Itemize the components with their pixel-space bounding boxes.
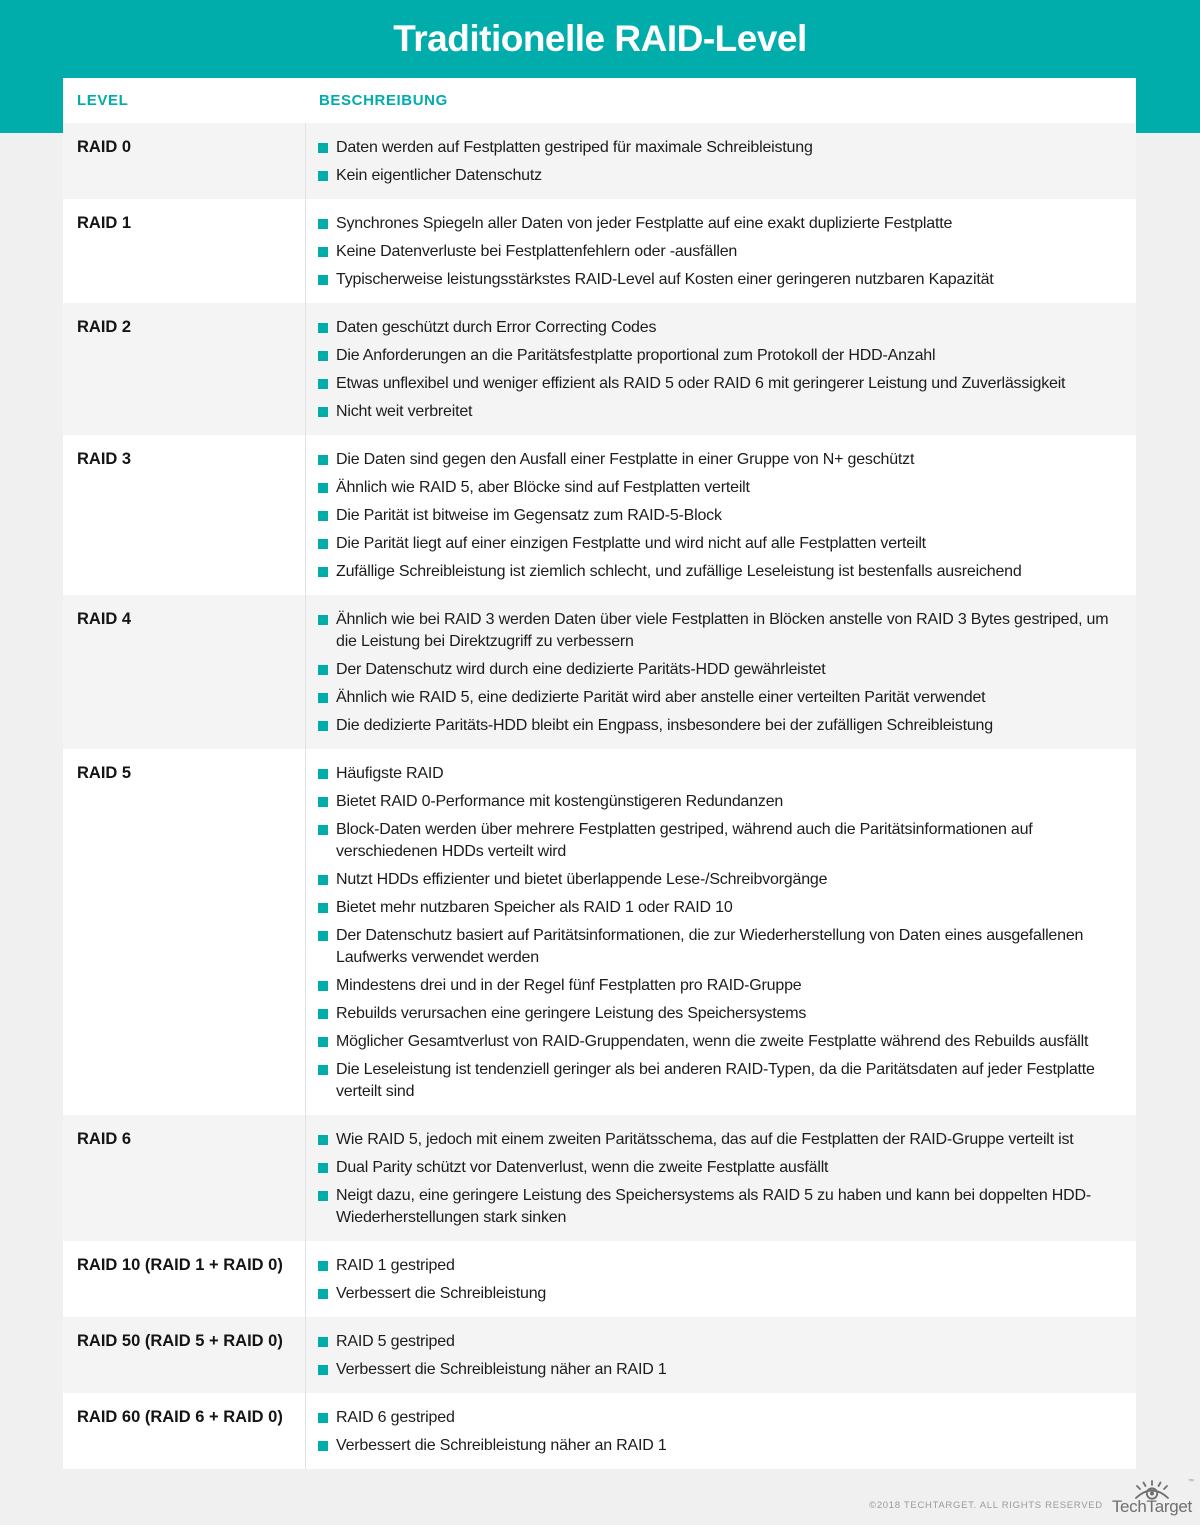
level-cell — [63, 1241, 306, 1317]
bullet-text: Die Parität liegt auf einer einzigen Festplatte und wird nicht auf alle Festplatten verteilt — [336, 535, 926, 552]
techtarget-logo-text: TechTarget — [1111, 1497, 1192, 1516]
bullet-item — [318, 1059, 1122, 1103]
bullet-list — [318, 763, 1122, 1103]
bullet-square-icon — [318, 567, 328, 577]
description-cell — [306, 749, 1136, 1115]
bullet-text: Verbessert die Schreibleistung — [336, 1285, 547, 1302]
raid-table — [63, 78, 1136, 1469]
bullet-square-icon — [318, 511, 328, 521]
level-cell-label: RAID 2 — [77, 318, 132, 336]
page-title: Traditionelle RAID-Level — [393, 18, 807, 59]
bullet-text: Die Daten sind gegen den Ausfall einer Festplatte in einer Gruppe von N+ geschützt — [336, 451, 915, 468]
table-row — [63, 1115, 1136, 1241]
bullet-square-icon — [318, 1413, 328, 1423]
bullet-item — [318, 791, 1122, 813]
table-row — [63, 435, 1136, 595]
bullet-text: Wie RAID 5, jedoch mit einem zweiten Paritätsschema, das auf die Festplatten der RAID-Gruppe verteilt ist — [336, 1131, 1074, 1148]
bullet-item — [318, 1331, 1122, 1353]
bullet-item — [318, 1407, 1122, 1429]
bullet-item — [318, 715, 1122, 737]
bullet-text: RAID 6 gestriped — [336, 1409, 455, 1426]
page-footer — [869, 1479, 1192, 1517]
bullet-list — [318, 609, 1122, 737]
bullet-item — [318, 533, 1122, 555]
bullet-item — [318, 869, 1122, 891]
bullet-list — [318, 1331, 1122, 1381]
table-row — [63, 749, 1136, 1115]
description-cell — [306, 303, 1136, 435]
bullet-item — [318, 373, 1122, 395]
bullet-text: Ähnlich wie RAID 5, eine dedizierte Parität wird aber anstelle einer verteilten Parität verwendet — [336, 689, 986, 706]
bullet-square-icon — [318, 721, 328, 731]
level-cell-label: RAID 50 (RAID 5 + RAID 0) — [77, 1332, 283, 1350]
bullet-item — [318, 609, 1122, 653]
bullet-square-icon — [318, 1191, 328, 1201]
techtarget-logo — [1112, 1479, 1192, 1517]
level-cell — [63, 199, 306, 303]
bullet-text: Die Parität ist bitweise im Gegensatz zum RAID-5-Block — [336, 507, 722, 524]
bullet-text: Ähnlich wie RAID 5, aber Blöcke sind auf Festplatten verteilt — [336, 479, 750, 496]
bullet-item — [318, 1283, 1122, 1305]
bullet-square-icon — [318, 171, 328, 181]
table-body — [63, 123, 1136, 1469]
bullet-square-icon — [318, 1441, 328, 1451]
description-cell — [306, 435, 1136, 595]
bullet-text: Möglicher Gesamtverlust von RAID-Gruppendaten, wenn die zweite Festplatte während des Rebuilds ausfällt — [336, 1033, 1089, 1050]
bullet-text: Mindestens drei und in der Regel fünf Festplatten pro RAID-Gruppe — [336, 977, 802, 994]
bullet-text: Nutzt HDDs effizienter und bietet überlappende Lese-/Schreibvorgänge — [336, 871, 828, 888]
bullet-square-icon — [318, 1163, 328, 1173]
bullet-square-icon — [318, 981, 328, 991]
bullet-square-icon — [318, 1009, 328, 1019]
bullet-text: RAID 5 gestriped — [336, 1333, 455, 1350]
level-cell — [63, 1317, 306, 1393]
bullet-item — [318, 897, 1122, 919]
table-row — [63, 1241, 1136, 1317]
bullet-item — [318, 925, 1122, 969]
bullet-item — [318, 819, 1122, 863]
bullet-square-icon — [318, 323, 328, 333]
bullet-item — [318, 449, 1122, 471]
bullet-square-icon — [318, 769, 328, 779]
bullet-square-icon — [318, 903, 328, 913]
bullet-square-icon — [318, 875, 328, 885]
bullet-square-icon — [318, 1037, 328, 1047]
trademark-mark: ™ — [1188, 1479, 1194, 1485]
description-cell — [306, 1393, 1136, 1469]
level-cell — [63, 595, 306, 749]
bullet-text: Der Datenschutz basiert auf Paritätsinformationen, die zur Wiederherstellung von Daten eines ausgefallenen Laufwerks verwendet werden — [336, 927, 1084, 966]
level-cell-label: RAID 10 (RAID 1 + RAID 0) — [77, 1256, 283, 1274]
bullet-item — [318, 137, 1122, 159]
bullet-item — [318, 165, 1122, 187]
level-cell-label: RAID 0 — [77, 138, 132, 156]
description-cell — [306, 1115, 1136, 1241]
bullet-text: Kein eigentlicher Datenschutz — [336, 167, 542, 184]
bullet-item — [318, 763, 1122, 785]
description-cell — [306, 123, 1136, 199]
bullet-text: Bietet RAID 0-Performance mit kostengünstigeren Redundanzen — [336, 793, 784, 810]
bullet-list — [318, 317, 1122, 423]
bullet-text: Daten werden auf Festplatten gestriped für maximale Schreibleistung — [336, 139, 813, 156]
bullet-item — [318, 213, 1122, 235]
bullet-square-icon — [318, 247, 328, 257]
bullet-text: Verbessert die Schreibleistung näher an RAID 1 — [336, 1361, 667, 1378]
bullet-item — [318, 241, 1122, 263]
bullet-list — [318, 1129, 1122, 1229]
bullet-square-icon — [318, 407, 328, 417]
bullet-text: Block-Daten werden über mehrere Festplatten gestriped, während auch die Paritätsinformationen auf verschiedenen HDDs verteilt wird — [336, 821, 1033, 860]
level-cell-label: RAID 4 — [77, 610, 132, 628]
bullet-list — [318, 213, 1122, 291]
bullet-square-icon — [318, 1135, 328, 1145]
bullet-item — [318, 1157, 1122, 1179]
bullet-text: Die Anforderungen an die Paritätsfestplatte proportional zum Protokoll der HDD-Anzahl — [336, 347, 936, 364]
level-cell-label: RAID 5 — [77, 764, 132, 782]
level-cell — [63, 1115, 306, 1241]
bullet-item — [318, 561, 1122, 583]
bullet-text: Die Leseleistung ist tendenziell geringer als bei anderen RAID-Typen, da die Paritätsdaten auf jeder Festplatte verteilt sind — [336, 1061, 1095, 1100]
bullet-text: Etwas unflexibel und weniger effizient als RAID 5 oder RAID 6 mit geringerer Leistung und Zuverlässigkeit — [336, 375, 1066, 392]
bullet-text: Zufällige Schreibleistung ist ziemlich schlecht, und zufällige Leseleistung ist bestenfalls ausreichend — [336, 563, 1022, 580]
bullet-square-icon — [318, 275, 328, 285]
bullet-square-icon — [318, 143, 328, 153]
level-cell-label: RAID 3 — [77, 450, 132, 468]
bullet-square-icon — [318, 351, 328, 361]
bullet-item — [318, 1003, 1122, 1025]
bullet-square-icon — [318, 825, 328, 835]
table-row — [63, 1317, 1136, 1393]
bullet-square-icon — [318, 1365, 328, 1375]
level-cell — [63, 435, 306, 595]
bullet-item — [318, 269, 1122, 291]
level-cell-label: RAID 1 — [77, 214, 132, 232]
level-cell — [63, 303, 306, 435]
level-cell — [63, 1393, 306, 1469]
description-cell — [306, 1241, 1136, 1317]
bullet-text: Synchrones Spiegeln aller Daten von jeder Festplatte auf eine exakt duplizierte Festplatte — [336, 215, 953, 232]
bullet-text: Häufigste RAID — [336, 765, 444, 782]
bullet-square-icon — [318, 483, 328, 493]
bullet-item — [318, 687, 1122, 709]
bullet-text: Der Datenschutz wird durch eine dedizierte Paritäts-HDD gewährleistet — [336, 661, 826, 678]
bullet-item — [318, 345, 1122, 367]
column-header-level-label: LEVEL — [77, 91, 129, 109]
bullet-item — [318, 1129, 1122, 1151]
description-cell — [306, 199, 1136, 303]
bullet-text: Rebuilds verursachen eine geringere Leistung des Speichersystems — [336, 1005, 807, 1022]
bullet-text: Verbessert die Schreibleistung näher an RAID 1 — [336, 1437, 667, 1454]
bullet-item — [318, 505, 1122, 527]
bullet-text: Keine Datenverluste bei Festplattenfehlern oder -ausfällen — [336, 243, 738, 260]
bullet-square-icon — [318, 455, 328, 465]
bullet-square-icon — [318, 931, 328, 941]
table-row — [63, 1393, 1136, 1469]
bullet-item — [318, 1435, 1122, 1457]
bullet-square-icon — [318, 615, 328, 625]
bullet-list — [318, 137, 1122, 187]
level-cell — [63, 749, 306, 1115]
bullet-square-icon — [318, 379, 328, 389]
bullet-list — [318, 449, 1122, 583]
bullet-square-icon — [318, 1337, 328, 1347]
column-header-level — [63, 92, 306, 110]
level-cell-label: RAID 60 (RAID 6 + RAID 0) — [77, 1408, 283, 1426]
table-header-row — [63, 78, 1136, 123]
bullet-square-icon — [318, 693, 328, 703]
bullet-item — [318, 1255, 1122, 1277]
bullet-item — [318, 1185, 1122, 1229]
bullet-item — [318, 477, 1122, 499]
table-row — [63, 303, 1136, 435]
bullet-text: Dual Parity schützt vor Datenverlust, wenn die zweite Festplatte ausfällt — [336, 1159, 829, 1176]
bullet-square-icon — [318, 1289, 328, 1299]
bullet-square-icon — [318, 219, 328, 229]
table-row — [63, 595, 1136, 749]
bullet-item — [318, 975, 1122, 997]
level-cell-label: RAID 6 — [77, 1130, 132, 1148]
description-cell — [306, 1317, 1136, 1393]
bullet-square-icon — [318, 1261, 328, 1271]
bullet-text: RAID 1 gestriped — [336, 1257, 455, 1274]
bullet-text: Die dedizierte Paritäts-HDD bleibt ein Engpass, insbesondere bei der zufälligen Schreibleistung — [336, 717, 993, 734]
copyright-text: ©2018 TECHTARGET. ALL RIGHTS RESERVED — [869, 1500, 1103, 1511]
column-header-description — [306, 92, 448, 110]
table-row — [63, 199, 1136, 303]
bullet-text: Daten geschützt durch Error Correcting Codes — [336, 319, 657, 336]
bullet-list — [318, 1255, 1122, 1305]
bullet-item — [318, 317, 1122, 339]
bullet-square-icon — [318, 1065, 328, 1075]
bullet-text: Neigt dazu, eine geringere Leistung des Speichersystems als RAID 5 zu haben und kann bei doppelten HDD-Wiederherstellungen stark sinken — [336, 1187, 1091, 1226]
bullet-item — [318, 401, 1122, 423]
bullet-item — [318, 1031, 1122, 1053]
level-cell — [63, 123, 306, 199]
bullet-square-icon — [318, 797, 328, 807]
bullet-item — [318, 659, 1122, 681]
column-header-description-label: BESCHREIBUNG — [319, 91, 448, 109]
bullet-square-icon — [318, 665, 328, 675]
description-cell — [306, 595, 1136, 749]
bullet-text: Bietet mehr nutzbaren Speicher als RAID 1 oder RAID 10 — [336, 899, 733, 916]
bullet-text: Nicht weit verbreitet — [336, 403, 473, 420]
bullet-item — [318, 1359, 1122, 1381]
table-row — [63, 123, 1136, 199]
bullet-text: Typischerweise leistungsstärkstes RAID-Level auf Kosten einer geringeren nutzbaren Kapazität — [336, 271, 994, 288]
bullet-square-icon — [318, 539, 328, 549]
bullet-list — [318, 1407, 1122, 1457]
bullet-text: Ähnlich wie bei RAID 3 werden Daten über viele Festplatten in Blöcken anstelle von RAID 3 Bytes gestriped, um die Leistung bei Direktzugriff zu verbessern — [336, 611, 1109, 650]
